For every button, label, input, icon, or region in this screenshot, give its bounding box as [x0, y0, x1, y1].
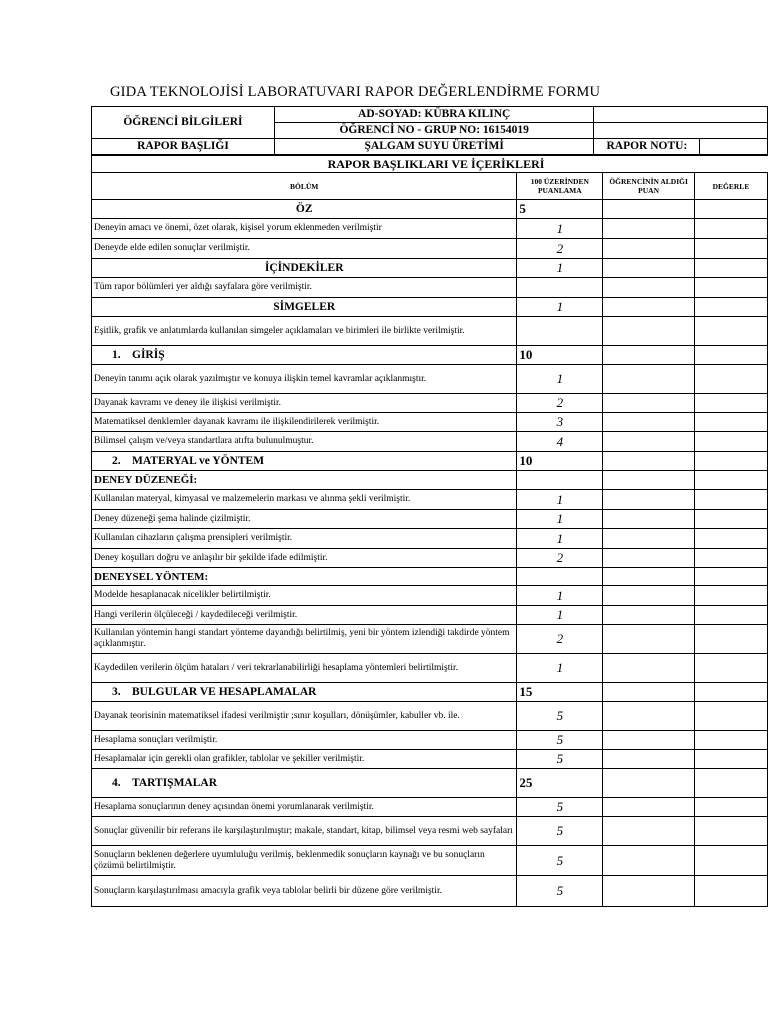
student-score-cell	[603, 769, 695, 798]
evaluation-cell	[694, 346, 767, 365]
evaluation-cell	[694, 413, 767, 432]
evaluation-cell	[694, 876, 767, 907]
evaluation-cell	[694, 549, 767, 568]
header-degerlendirme	[694, 173, 767, 200]
table-row	[92, 817, 768, 846]
student-score-cell	[603, 239, 695, 259]
table-row	[92, 529, 768, 549]
report-title-value: ŞALGAM SUYU ÜRETİMİ	[274, 139, 594, 155]
criterion-text: Deneyde elde edilen sonuçlar verilmiştir.	[92, 239, 517, 259]
max-score-cell: 5	[517, 846, 603, 876]
student-score-cell	[603, 586, 695, 606]
student-number-extra	[594, 123, 768, 139]
student-number: ÖĞRENCİ NO - GRUP NO: 16154019	[274, 123, 594, 139]
evaluation-cell	[694, 731, 767, 750]
table-row	[92, 568, 768, 586]
student-name: AD-SOYAD: KÜBRA KILINÇ	[274, 107, 594, 123]
table-row	[92, 846, 768, 876]
header-bolum: BÖLÜM	[92, 173, 517, 200]
criterion-text: Sonuçlar güvenilir bir referans ile karşılaştırılmıştır; makale, standart, kitap, bilimsel veya resmi web sayfaları	[92, 817, 517, 846]
evaluation-cell	[694, 750, 767, 769]
evaluation-cell	[694, 846, 767, 876]
max-score-cell: 5	[517, 750, 603, 769]
section-number: 3.	[112, 686, 121, 698]
max-score-cell	[517, 471, 603, 490]
table-row	[92, 510, 768, 529]
max-score-cell: 15	[517, 683, 603, 702]
evaluation-cell	[694, 654, 767, 683]
report-grade-label: RAPOR NOTU:	[594, 139, 700, 155]
max-score-cell: 4	[517, 432, 603, 452]
table-row	[92, 471, 768, 490]
student-info-label: ÖĞRENCİ BİLGİLERİ	[92, 107, 275, 139]
section-number: 2.	[112, 455, 121, 467]
evaluation-cell	[694, 278, 767, 298]
criterion-text: Kaydedilen verilerin ölçüm hataları / veri tekrarlanabilirliği hesaplama yöntemleri belirtilmiştir.	[92, 654, 517, 683]
student-score-cell	[603, 394, 695, 413]
max-score-cell: 25	[517, 769, 603, 798]
max-score-cell: 1	[517, 298, 603, 317]
student-score-cell	[603, 606, 695, 625]
student-score-cell	[603, 259, 695, 278]
max-score-cell	[517, 278, 603, 298]
form-title: GIDA TEKNOLOJİSİ LABORATUVARI RAPOR DEĞERLENDİRME FORMU	[110, 84, 601, 100]
evaluation-cell	[694, 432, 767, 452]
max-score-cell: 5	[517, 731, 603, 750]
table-row	[92, 490, 768, 510]
criterion-text: Hangi verilerin ölçüleceği / kaydedileceği verilmiştir.	[92, 606, 517, 625]
table-row	[92, 219, 768, 239]
student-score-cell	[603, 876, 695, 907]
table-row	[92, 606, 768, 625]
max-score-cell: 1	[517, 606, 603, 625]
student-score-cell	[603, 365, 695, 394]
evaluation-cell	[694, 239, 767, 259]
student-score-cell	[603, 452, 695, 471]
max-score-cell: 5	[517, 817, 603, 846]
student-score-cell	[603, 317, 695, 346]
table-row	[92, 769, 768, 798]
evaluation-cell	[694, 471, 767, 490]
table-row	[92, 317, 768, 346]
criterion-text: Kullanılan yöntemin hangi standart yönteme dayandığı belirtilmiş, yeni bir yöntem izlendiği takdirde yöntem açıklanmıştır.	[92, 625, 517, 654]
student-score-cell	[603, 413, 695, 432]
evaluation-cell	[694, 200, 767, 219]
table-row	[92, 452, 768, 471]
student-score-cell	[603, 471, 695, 490]
student-score-cell	[603, 219, 695, 239]
header-degerlendirme-label: DEĞERLE	[712, 181, 750, 191]
section-title: RAPOR BAŞLIKLARI VE İÇERİKLERİ	[91, 155, 768, 172]
table-row	[92, 413, 768, 432]
table-row	[92, 432, 768, 452]
student-score-cell	[603, 278, 695, 298]
student-score-cell	[603, 568, 695, 586]
evaluation-cell	[694, 452, 767, 471]
numbered-section	[92, 346, 517, 365]
section-label: BULGULAR VE HESAPLAMALAR	[132, 686, 317, 698]
evaluation-cell	[694, 586, 767, 606]
criterion-text: Deney koşulları doğru ve anlaşılır bir şekilde ifade edilmiştir.	[92, 549, 517, 568]
criterion-text: Bilimsel çalışm ve/veya standartlara atıfta bulunulmuştur.	[92, 432, 517, 452]
evaluation-cell	[694, 798, 767, 817]
evaluation-cell	[694, 702, 767, 731]
table-row	[92, 586, 768, 606]
student-score-cell	[603, 432, 695, 452]
student-score-cell	[603, 702, 695, 731]
criterion-text: Modelde hesaplanacak nicelikler belirtilmiştir.	[92, 586, 517, 606]
header-puanlama: 100 ÜZERİNDEN PUANLAMA	[517, 173, 603, 200]
section-label: SİMGELER	[92, 298, 517, 317]
table-row	[92, 239, 768, 259]
section-number: 4.	[112, 777, 121, 789]
max-score-cell	[517, 317, 603, 346]
max-score-cell: 3	[517, 413, 603, 432]
max-score-cell: 5	[517, 200, 603, 219]
subsection-label: DENEY DÜZENEĞİ:	[92, 471, 517, 490]
student-score-cell	[603, 654, 695, 683]
header-ogrenci-puan: ÖĞRENCİNİN ALDIĞI PUAN	[603, 173, 695, 200]
max-score-cell: 1	[517, 490, 603, 510]
max-score-cell: 2	[517, 239, 603, 259]
student-score-cell	[603, 490, 695, 510]
table-row	[92, 798, 768, 817]
table-row	[92, 278, 768, 298]
max-score-cell: 1	[517, 529, 603, 549]
student-score-cell	[603, 346, 695, 365]
subsection-label: DENEYSEL YÖNTEM:	[92, 568, 517, 586]
report-grade-value	[700, 139, 768, 155]
student-score-cell	[603, 200, 695, 219]
max-score-cell: 1	[517, 654, 603, 683]
table-row	[92, 346, 768, 365]
max-score-cell: 2	[517, 394, 603, 413]
table-row	[92, 394, 768, 413]
report-title-label: RAPOR BAŞLIĞI	[92, 139, 275, 155]
table-row	[92, 731, 768, 750]
section-label: ÖZ	[92, 200, 517, 219]
evaluation-cell	[694, 298, 767, 317]
section-label: GİRİŞ	[132, 349, 165, 361]
section-number: 1.	[112, 349, 121, 361]
criterion-text: Dayanak kavramı ve deney ile ilişkisi verilmiştir.	[92, 394, 517, 413]
student-score-cell	[603, 846, 695, 876]
section-label: TARTIŞMALAR	[132, 777, 218, 789]
evaluation-cell	[694, 529, 767, 549]
max-score-cell: 5	[517, 702, 603, 731]
student-info-table	[91, 106, 768, 155]
criterion-text: Tüm rapor bölümleri yer aldığı sayfalara göre verilmiştir.	[92, 278, 517, 298]
evaluation-cell	[694, 568, 767, 586]
criterion-text: Matematiksel denklemler dayanak kavramı ile ilişkilendirilerek verilmiştir.	[92, 413, 517, 432]
criterion-text: Kullanılan cihazların çalışma prensipleri verilmiştir.	[92, 529, 517, 549]
section-label: İÇİNDEKİLER	[92, 259, 517, 278]
table-row	[92, 365, 768, 394]
evaluation-cell	[694, 394, 767, 413]
student-score-cell	[603, 798, 695, 817]
header-row	[92, 173, 768, 200]
max-score-cell: 5	[517, 798, 603, 817]
max-score-cell: 5	[517, 876, 603, 907]
numbered-section	[92, 452, 517, 471]
max-score-cell: 1	[517, 510, 603, 529]
evaluation-cell	[694, 817, 767, 846]
table-row	[92, 654, 768, 683]
max-score-cell: 2	[517, 549, 603, 568]
student-score-cell	[603, 817, 695, 846]
numbered-section	[92, 683, 517, 702]
max-score-cell: 10	[517, 452, 603, 471]
student-score-cell	[603, 529, 695, 549]
evaluation-cell	[694, 510, 767, 529]
criterion-text: Deneyin tanımı açık olarak yazılmıştır ve konuya ilişkin temel kavramlar açıklanmıştır.	[92, 365, 517, 394]
max-score-cell: 1	[517, 259, 603, 278]
numbered-section	[92, 769, 517, 798]
evaluation-cell	[694, 490, 767, 510]
criterion-text: Hesaplamalar için gerekli olan grafikler, tablolar ve şekiller verilmiştir.	[92, 750, 517, 769]
student-score-cell	[603, 549, 695, 568]
student-score-cell	[603, 731, 695, 750]
table-row	[92, 750, 768, 769]
evaluation-cell	[694, 259, 767, 278]
table-row	[92, 876, 768, 907]
max-score-cell: 1	[517, 586, 603, 606]
table-row	[92, 625, 768, 654]
table-row	[92, 298, 768, 317]
evaluation-cell	[694, 219, 767, 239]
criterion-text: Sonuçların beklenen değerlere uyumluluğu verilmiş, beklenmedik sonuçların kaynağı ve bu sonuçların çözümü belirtilmiştir.	[92, 846, 517, 876]
max-score-cell: 1	[517, 365, 603, 394]
evaluation-cell	[694, 365, 767, 394]
criterion-text: Deney düzeneği şema halinde çizilmiştir.	[92, 510, 517, 529]
evaluation-cell	[694, 317, 767, 346]
max-score-cell: 1	[517, 219, 603, 239]
criterion-text: Sonuçların karşılaştırılması amacıyla grafik veya tablolar belirli bir düzene göre verilmiştir.	[92, 876, 517, 907]
evaluation-cell	[694, 769, 767, 798]
criterion-text: Kullanılan materyal, kimyasal ve malzemelerin markası ve alınma şekli verilmiştir.	[92, 490, 517, 510]
criterion-text: Deneyin amacı ve önemi, özet olarak, kişisel yorum eklenmeden verilmiştir	[92, 219, 517, 239]
table-row	[92, 702, 768, 731]
evaluation-table	[91, 172, 768, 907]
evaluation-cell	[694, 683, 767, 702]
student-score-cell	[603, 683, 695, 702]
criterion-text: Hesaplama sonuçlarının deney açısından önemi yorumlanarak verilmiştir.	[92, 798, 517, 817]
student-score-cell	[603, 298, 695, 317]
evaluation-cell	[694, 625, 767, 654]
section-label: MATERYAL ve YÖNTEM	[132, 455, 265, 467]
criterion-text: Eşitlik, grafik ve anlatımlarda kullanılan simgeler açıklamaları ve birimleri ile birlikte verilmiştir.	[92, 317, 517, 346]
table-row	[92, 259, 768, 278]
student-score-cell	[603, 750, 695, 769]
evaluation-cell	[694, 606, 767, 625]
student-score-cell	[603, 510, 695, 529]
table-row	[92, 200, 768, 219]
criterion-text: Hesaplama sonuçları verilmiştir.	[92, 731, 517, 750]
table-row	[92, 549, 768, 568]
student-name-extra	[594, 107, 768, 123]
max-score-cell	[517, 568, 603, 586]
table-row	[92, 683, 768, 702]
criterion-text: Dayanak teorisinin matematiksel ifadesi verilmiştir ;sınır koşulları, dönüşümler, kabuller vb. ile.	[92, 702, 517, 731]
max-score-cell: 2	[517, 625, 603, 654]
student-score-cell	[603, 625, 695, 654]
max-score-cell: 10	[517, 346, 603, 365]
